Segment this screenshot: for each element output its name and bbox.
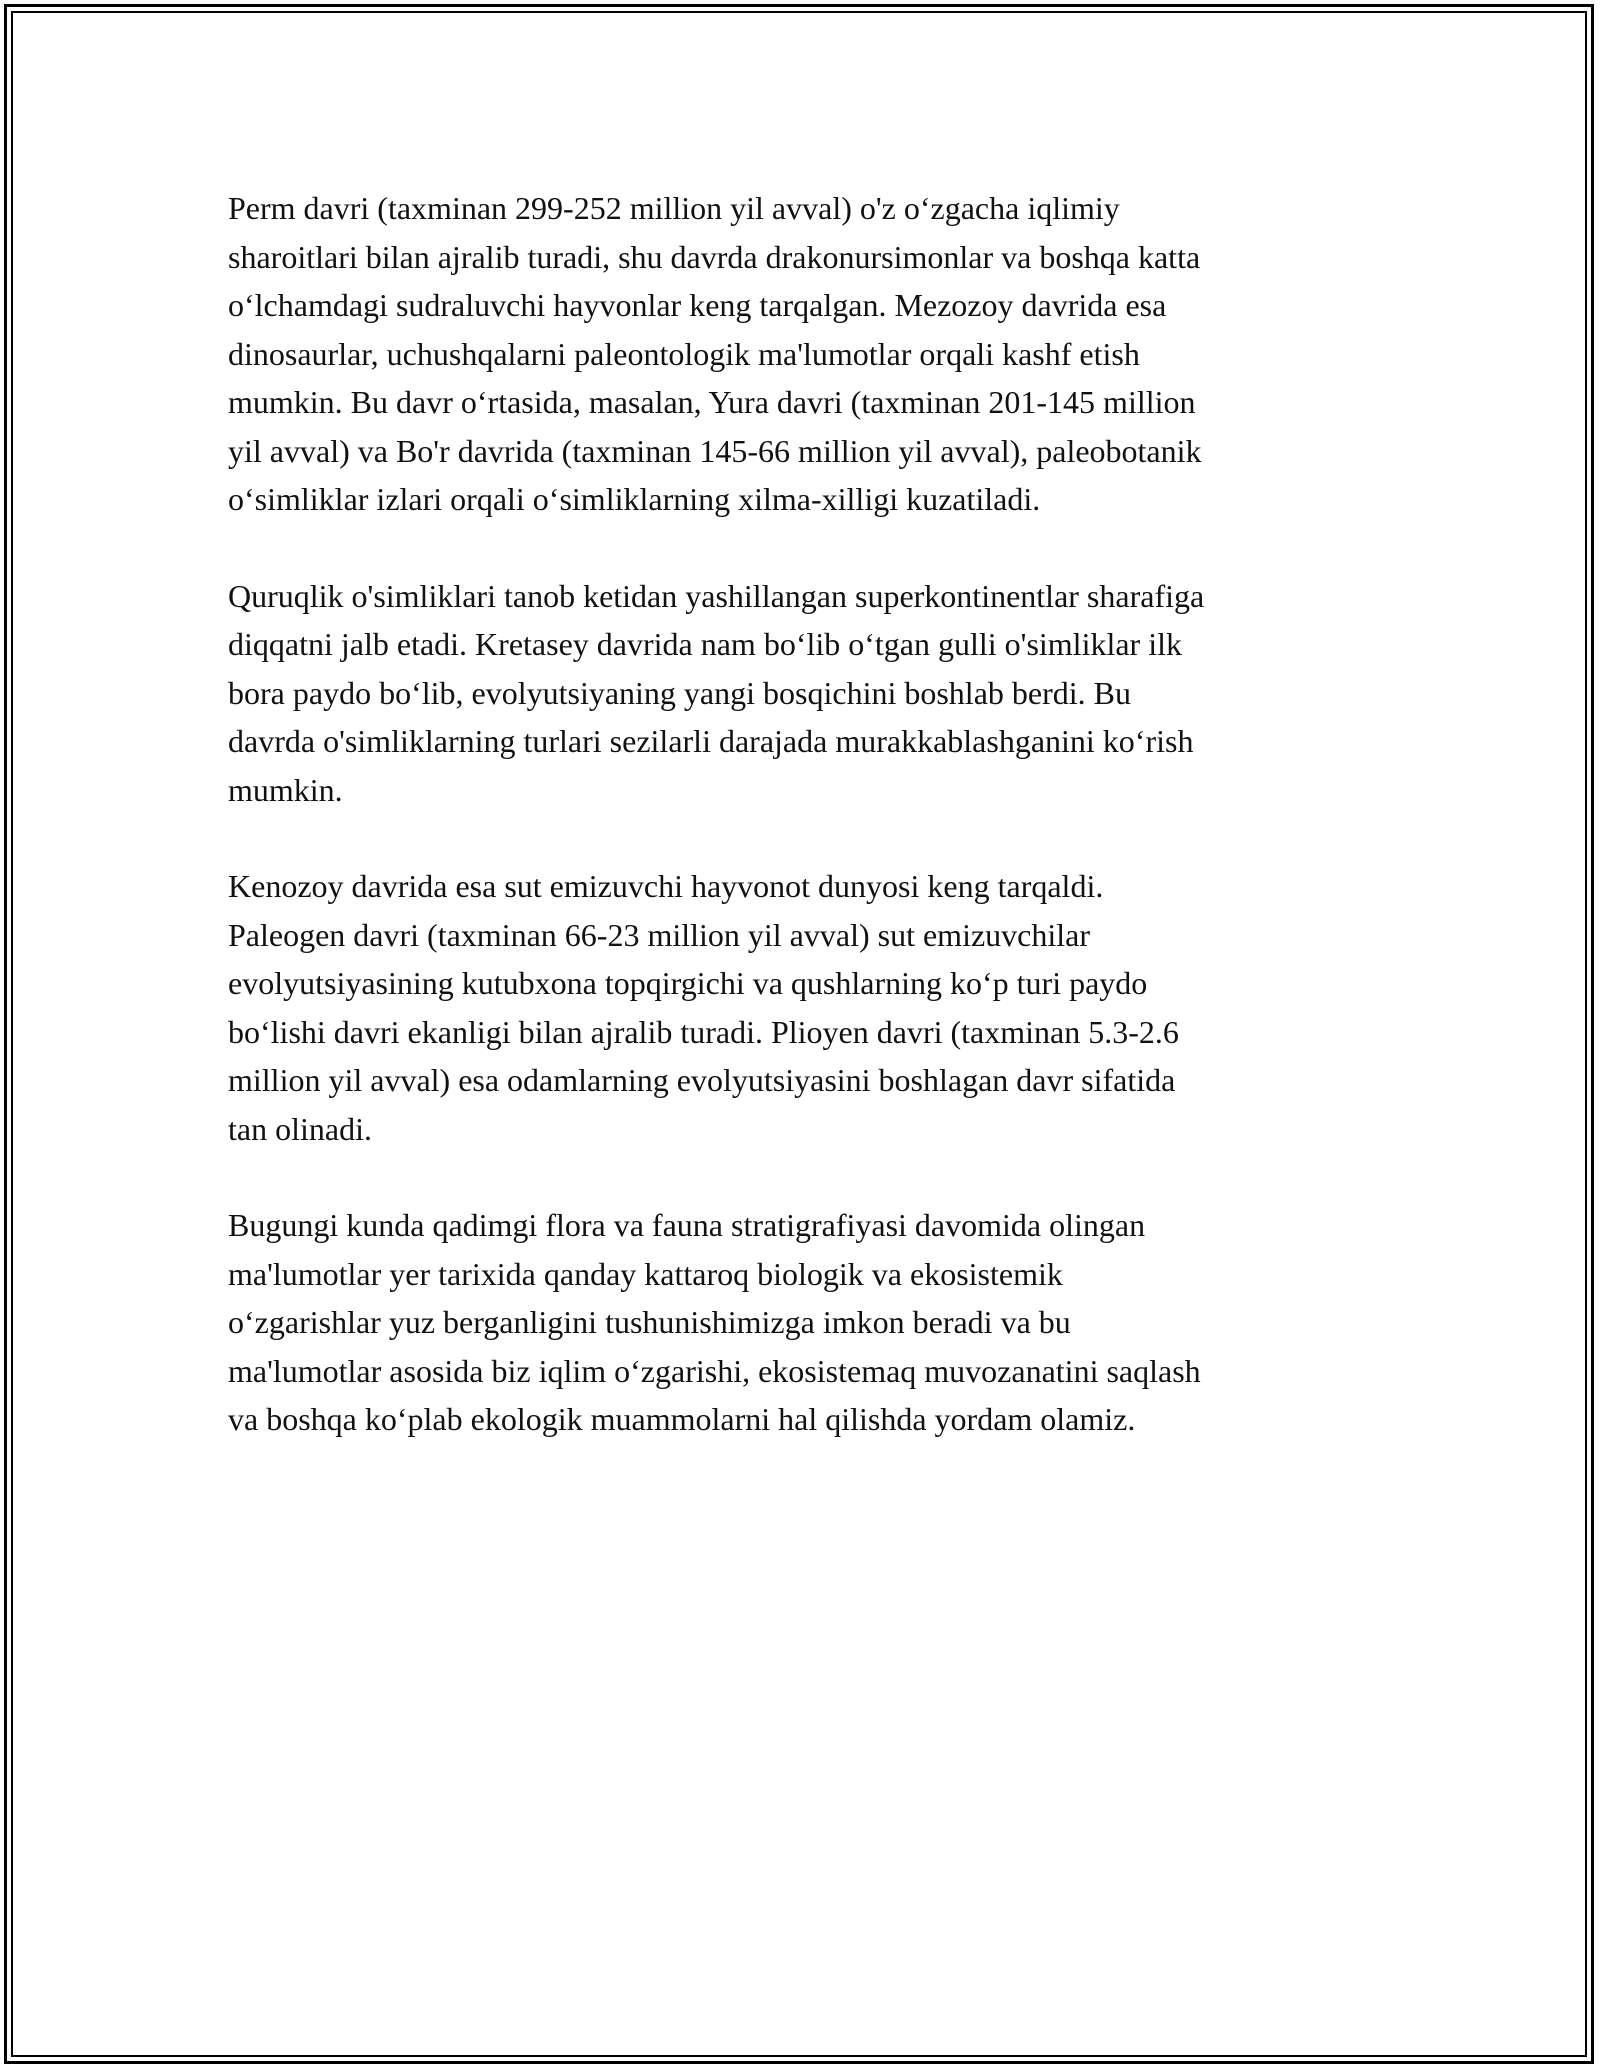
paragraph-land-plants: Quruqlik o'simliklari tanob ketidan yashillangan superkontinentlar sharafiga diqqatni jalb etadi. Kretasey davrida nam bo‘lib o‘tgan gulli o'simliklar ilk bora paydo bo‘lib, evolyutsiyaning yangi bosqichini boshlab berdi. Bu davrda o'simliklarning turlari sezilarli darajada murakkablashganini ko‘rish mumkin. [228,577,1205,808]
document-body [228,184,1368,1492]
paragraph-cenozoic: Kenozoy davrida esa sut emizuvchi hayvonot dunyosi keng tarqaldi. Paleogen davri (taxminan 66-23 million yil avval) sut emizuvchilar evolyutsiyasining kutubxona topqirgichi va qushlarning ko‘p turi paydo bo‘lishi davri ekanligi bilan ajralib turadi. Plioyen davri (taxminan 5.3-2.6 million yil avval) esa odamlarning evolyutsiyasini boshlagan davr sifatida tan olinadi. [228,868,1179,1147]
paragraph-today: Bugungi kunda qadimgi flora va fauna stratigrafiyasi davomida olingan ma'lumotlar yer tarixida qanday kattaroq biologik va ekosistemik o‘zgarishlar yuz berganligini tushunishimizga imkon beradi va bu ma'lumotlar asosida biz iqlim o‘zgarishi, ekosistemaq muvozanatini saqlash va boshqa ko‘plab ekologik muammolarni hal qilishda yordam olamiz. [228,1207,1201,1437]
paragraph-permian-mesozoic: Perm davri (taxminan 299-252 million yil avval) o'z o‘zgacha iqlimiy sharoitlari bilan ajralib turadi, shu davrda drakonursimonlar va boshqa katta o‘lchamdagi sudraluvchi hayvonlar keng tarqalgan. Mezozoy davrida esa dinosaurlar, uchushqalarni paleontologik ma'lumotlar orqali kashf etish mumkin. Bu davr o‘rtasida, masalan, Yura davri (taxminan 201-145 million yil avval) va Bo'r davrida (taxminan 145-66 million yil avval), paleobotanik o‘simliklar izlari orqali o‘simliklarning xilma-xilligi kuzatiladi. [228,190,1202,517]
